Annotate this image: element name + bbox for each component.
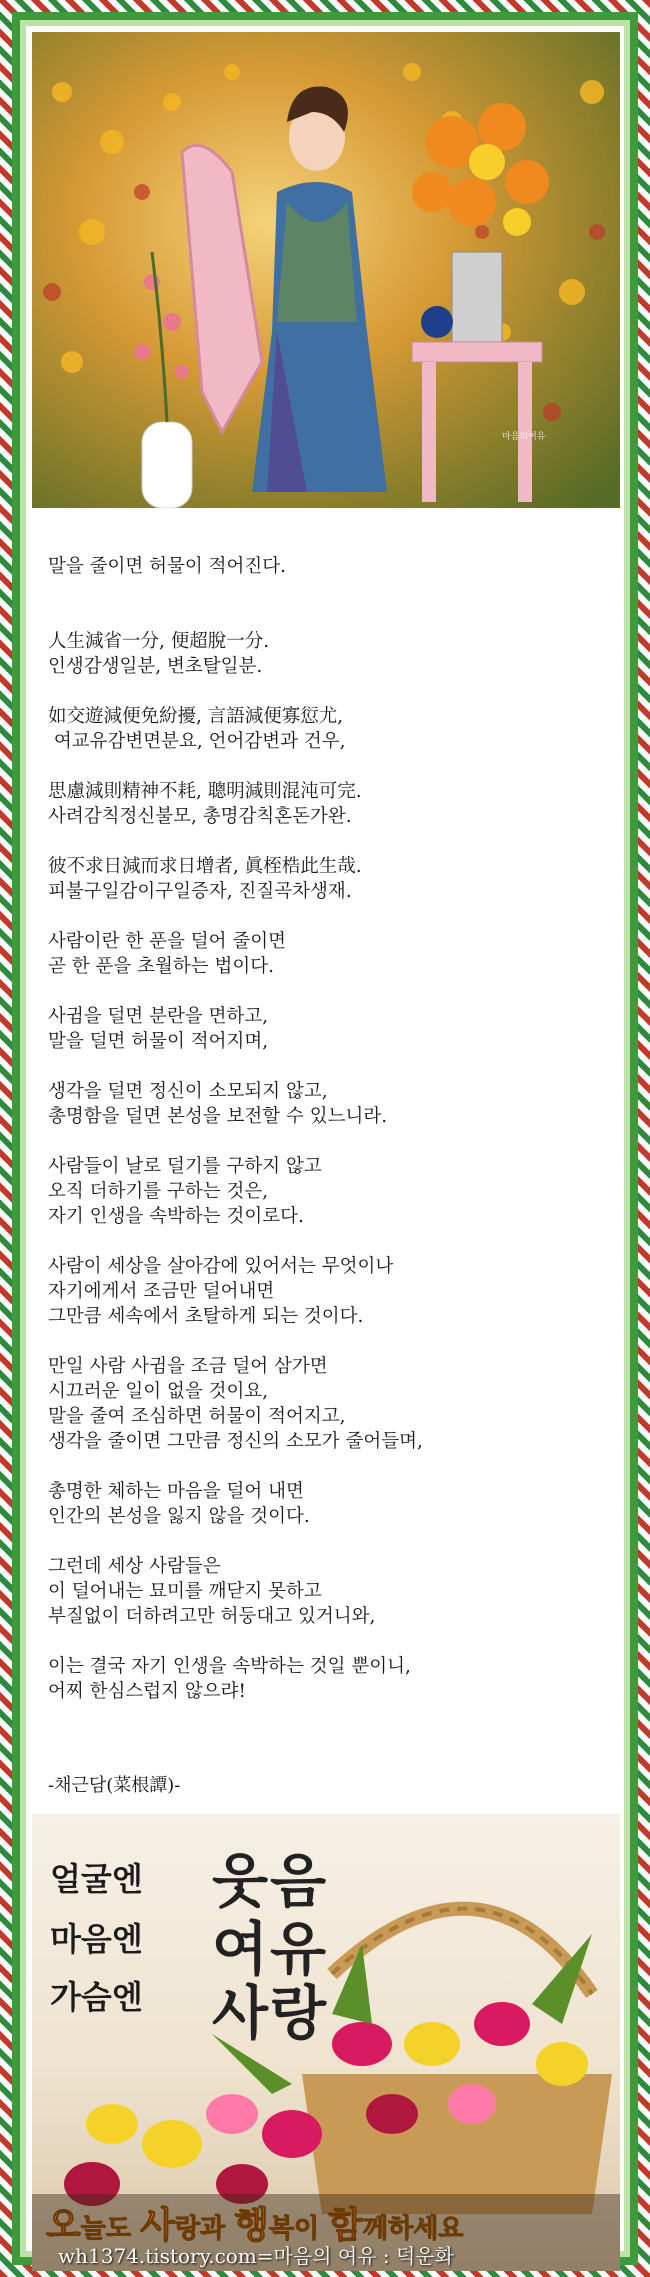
poem-line: 사람이 세상을 살아감에 있어서는 무엇이나 bbox=[48, 1256, 394, 1277]
poem-stanza bbox=[48, 1079, 608, 1129]
poem-stanza bbox=[48, 629, 608, 679]
poem-line: 어찌 한심스럽지 않으랴! bbox=[48, 1681, 246, 1702]
poem-line: 인생감생일분, 변초탈일분. bbox=[48, 656, 263, 677]
poem-line: 그런데 세상 사람들은 bbox=[48, 1556, 221, 1577]
poem-line: 여교유감변면분요, 언어감변과 건우, bbox=[48, 731, 346, 752]
slogan-part: 사 bbox=[140, 2205, 175, 2246]
poem-stanza bbox=[48, 854, 608, 904]
poem-stanza bbox=[48, 1354, 608, 1454]
poem-line: 사귐을 덜면 분란을 면하고, bbox=[48, 1006, 269, 1027]
banner-row-3-left: 가슴엔 bbox=[50, 1978, 143, 2016]
slogan-part: 오 bbox=[46, 2205, 81, 2246]
slogan-part: 늘도 bbox=[80, 2214, 141, 2244]
poem-body bbox=[48, 554, 608, 1729]
poem-stanza bbox=[48, 1154, 608, 1229]
poem-source: -채근담(菜根譚)- bbox=[48, 1775, 181, 1796]
poem-title: 말을 줄이면 허물이 적어진다. bbox=[48, 556, 286, 577]
slogan-part: 랑과 bbox=[174, 2214, 235, 2244]
slogan-part: 함 bbox=[328, 2205, 364, 2246]
banner-row-2-right: 여유 bbox=[212, 1915, 329, 1983]
slogan-part: 복이 bbox=[268, 2214, 329, 2244]
poem-line: 如交遊減便免紛擾, 言語減便寡愆尤, bbox=[48, 706, 344, 727]
poem-line: 자기 인생을 속박하는 것이로다. bbox=[48, 1206, 304, 1227]
frame-inner-border bbox=[20, 20, 630, 2268]
poem-line: 생각을 줄이면 그만큼 정신의 소모가 줄어들며, bbox=[48, 1431, 423, 1452]
header-photo bbox=[32, 32, 620, 508]
poem-line: 인간의 본성을 잃지 않을 것이다. bbox=[48, 1506, 310, 1527]
banner-row-1-right: 웃음 bbox=[212, 1847, 329, 1915]
poem-stanza bbox=[48, 1254, 608, 1329]
banner-row-2-left: 마음엔 bbox=[50, 1920, 143, 1958]
greeting-banner bbox=[32, 1814, 620, 2271]
poem-line: 총명함을 덜면 본성을 보전할 수 있느니라. bbox=[48, 1106, 388, 1127]
poem-line: 人生減省一分, 便超脫一分. bbox=[48, 631, 270, 652]
poem-line: 만일 사람 사귐을 조금 덜어 삼가면 bbox=[48, 1356, 328, 1377]
poem-line: 사람들이 날로 덜기를 구하지 않고 bbox=[48, 1156, 322, 1177]
banner-row-3-right: 사랑 bbox=[212, 1979, 329, 2047]
poem-line: 부질없이 더하려고만 허둥대고 있거니와, bbox=[48, 1606, 376, 1627]
poem-line: 彼不求日減而求日增者, 眞桎梏此生哉. bbox=[48, 856, 362, 877]
poem-line: 총명한 체하는 마음을 덜어 내면 bbox=[48, 1481, 304, 1502]
poem-stanza bbox=[48, 704, 608, 754]
poem-line: 사려감칙정신불모, 총명감칙혼돈가완. bbox=[48, 806, 352, 827]
photo-watermark: 마음의여유 bbox=[502, 432, 546, 442]
poem-line: 오직 더하기를 구하는 것은, bbox=[48, 1181, 269, 1202]
poem-line: 생각을 덜면 정신이 소모되지 않고, bbox=[48, 1081, 328, 1102]
poem-line: 이 덜어내는 묘미를 깨닫지 못하고 bbox=[48, 1581, 322, 1602]
slogan-part: 께하세요 bbox=[363, 2214, 464, 2244]
frame-border bbox=[12, 12, 638, 2268]
poem-line: 말을 덜면 허물이 적어지며, bbox=[48, 1031, 269, 1052]
poem-line: 피불구일감이구일증자, 진질곡차생재. bbox=[48, 881, 352, 902]
banner-row-1-left: 얼굴엔 bbox=[50, 1860, 143, 1898]
poem-line: 곧 한 푼을 초월하는 법이다. bbox=[48, 956, 274, 977]
poem-line: 사람이란 한 푼을 덜어 줄이면 bbox=[48, 931, 286, 952]
poem-line: 자기에게서 조금만 덜어내면 bbox=[48, 1281, 275, 1302]
poem-line: 思慮減則精神不耗, 聰明減則混沌可完. bbox=[48, 781, 362, 802]
poem-stanza bbox=[48, 1479, 608, 1529]
page-content bbox=[26, 26, 624, 2268]
banner-credit: wh1374.tistory.com=마음의 여유 : 덕운화 bbox=[58, 2244, 454, 2268]
poem-stanza bbox=[48, 1554, 608, 1629]
poem-line: 시끄러운 일이 없을 것이요, bbox=[48, 1381, 269, 1402]
poem-stanza bbox=[48, 779, 608, 829]
poem-line: 말을 줄여 조심하면 허물이 적어지고, bbox=[48, 1406, 346, 1427]
poem-stanza bbox=[48, 1654, 608, 1704]
slogan-part: 행 bbox=[234, 2205, 269, 2246]
poem-stanza bbox=[48, 929, 608, 979]
poem-line: 그만큼 세속에서 초탈하게 되는 것이다. bbox=[48, 1306, 364, 1327]
poem-stanzas bbox=[48, 629, 608, 1704]
poem-stanza bbox=[48, 1004, 608, 1054]
poem-line: 이는 결국 자기 인생을 속박하는 것일 뿐이니, bbox=[48, 1656, 411, 1677]
